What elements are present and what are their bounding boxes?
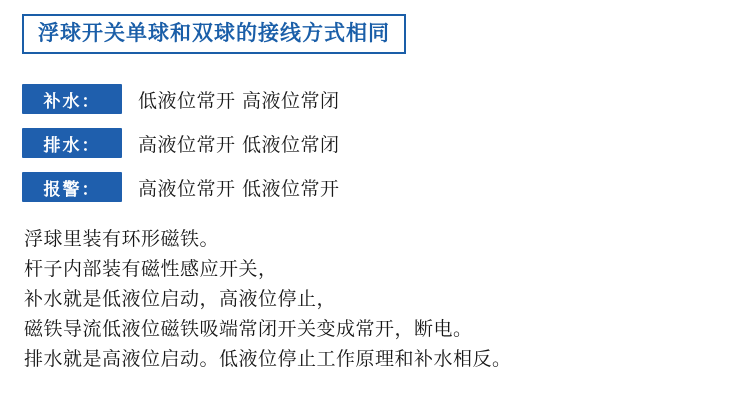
paragraph-line: 补水就是低液位启动，高液位停止， — [24, 288, 337, 310]
paragraph-line: 杆子内部装有磁性感应开关， — [24, 258, 278, 280]
title-container — [22, 14, 406, 54]
paragraph-line: 浮球里装有环形磁铁。 — [24, 228, 220, 250]
paragraph-line: 磁铁导流低液位磁铁吸端常闭开关变成常开，断电。 — [24, 318, 473, 340]
paragraph-line: 排水就是高液位启动。低液位停止工作原理和补水相反。 — [24, 348, 512, 370]
list-item — [22, 168, 722, 206]
label-rows — [22, 80, 722, 212]
description-paragraph — [24, 224, 734, 374]
page-title: 浮球开关单球和双球的接线方式相同 — [38, 21, 390, 45]
list-item-text: 低液位常开 高液位常闭 — [138, 89, 340, 112]
title-box — [22, 14, 406, 54]
status-badge: 报警： — [22, 172, 122, 202]
list-item — [22, 80, 722, 118]
list-item-text: 高液位常开 低液位常开 — [138, 177, 340, 200]
status-badge: 补水： — [22, 84, 122, 114]
list-item — [22, 124, 722, 162]
list-item-text: 高液位常开 低液位常闭 — [138, 133, 340, 156]
status-badge: 排水： — [22, 128, 122, 158]
